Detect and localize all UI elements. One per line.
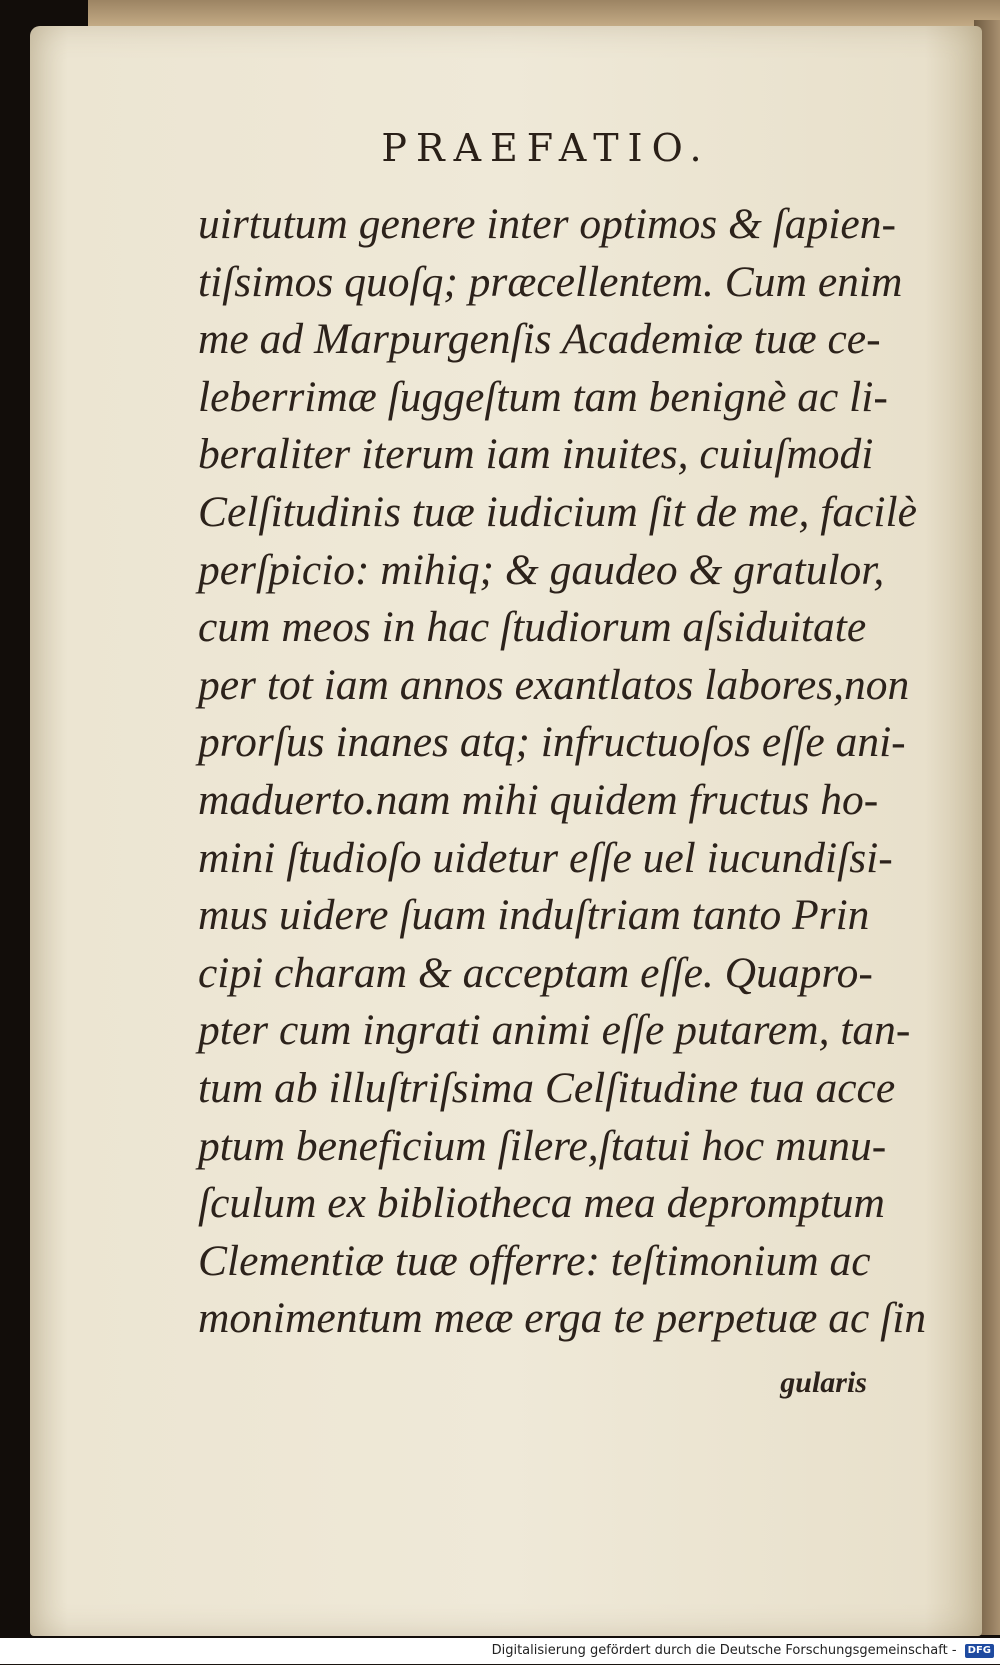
- digitization-footer: [0, 1638, 1000, 1664]
- catchword: gularis: [780, 1366, 867, 1399]
- text-line: uirtutum genere inter optimos & ſapien-: [198, 200, 896, 248]
- funding-note: Digitalisierung gefördert durch die Deutsche Forschungsgemeinschaft -: [491, 1643, 957, 1658]
- body-text: [198, 196, 927, 1348]
- text-line: Clementiæ tuæ offerre: teſtimonium ac: [198, 1236, 871, 1285]
- text-line: mus uidere ſuam induſtriam tanto Prin: [198, 891, 870, 940]
- text-line: leberrimæ ſuggeſtum tam benignè ac li-: [198, 372, 888, 421]
- text-line: ſculum ex bibliotheca mea depromptum: [198, 1179, 885, 1228]
- text-line: tiſsimos quoſq; præcellentem. Cum enim: [198, 257, 903, 306]
- text-line: cum meos in hac ſtudiorum aſsiduitate: [198, 603, 867, 652]
- text-line: beraliter iterum iam inuites, cuiuſmodi: [198, 430, 874, 479]
- text-line: prorſus inanes atq; infructuoſos eſſe ani-: [198, 718, 906, 767]
- text-line: tum ab illuſtriſsima Celſitudine tua acce: [198, 1063, 896, 1112]
- text-line: monimentum meæ erga te perpetuæ ac ſin: [198, 1294, 927, 1343]
- text-line: perſpicio: mihiq; & gaudeo & gratulor,: [198, 545, 885, 594]
- running-header: PRAEFATIO.: [381, 126, 711, 170]
- text-line: maduerto.nam mihi quidem fructus ho-: [198, 775, 879, 824]
- text-line: ptum beneficium ſilere,ſtatui hoc munu-: [198, 1121, 887, 1170]
- book-page: [30, 26, 982, 1636]
- text-line: Celſitudinis tuæ iudicium ſit de me, facilè: [198, 487, 917, 536]
- text-line: mini ſtudioſo uidetur eſſe uel iucundiſsi-: [198, 833, 893, 882]
- text-line: per tot iam annos exantlatos labores,non: [198, 660, 910, 709]
- dfg-logo-icon: DFG: [965, 1644, 994, 1658]
- text-line: pter cum ingrati animi eſſe putarem, tan-: [198, 1006, 911, 1055]
- text-line: me ad Marpurgenſis Academiæ tuæ ce-: [198, 315, 881, 364]
- text-line: cipi charam & acceptam eſſe. Quapro-: [198, 948, 873, 997]
